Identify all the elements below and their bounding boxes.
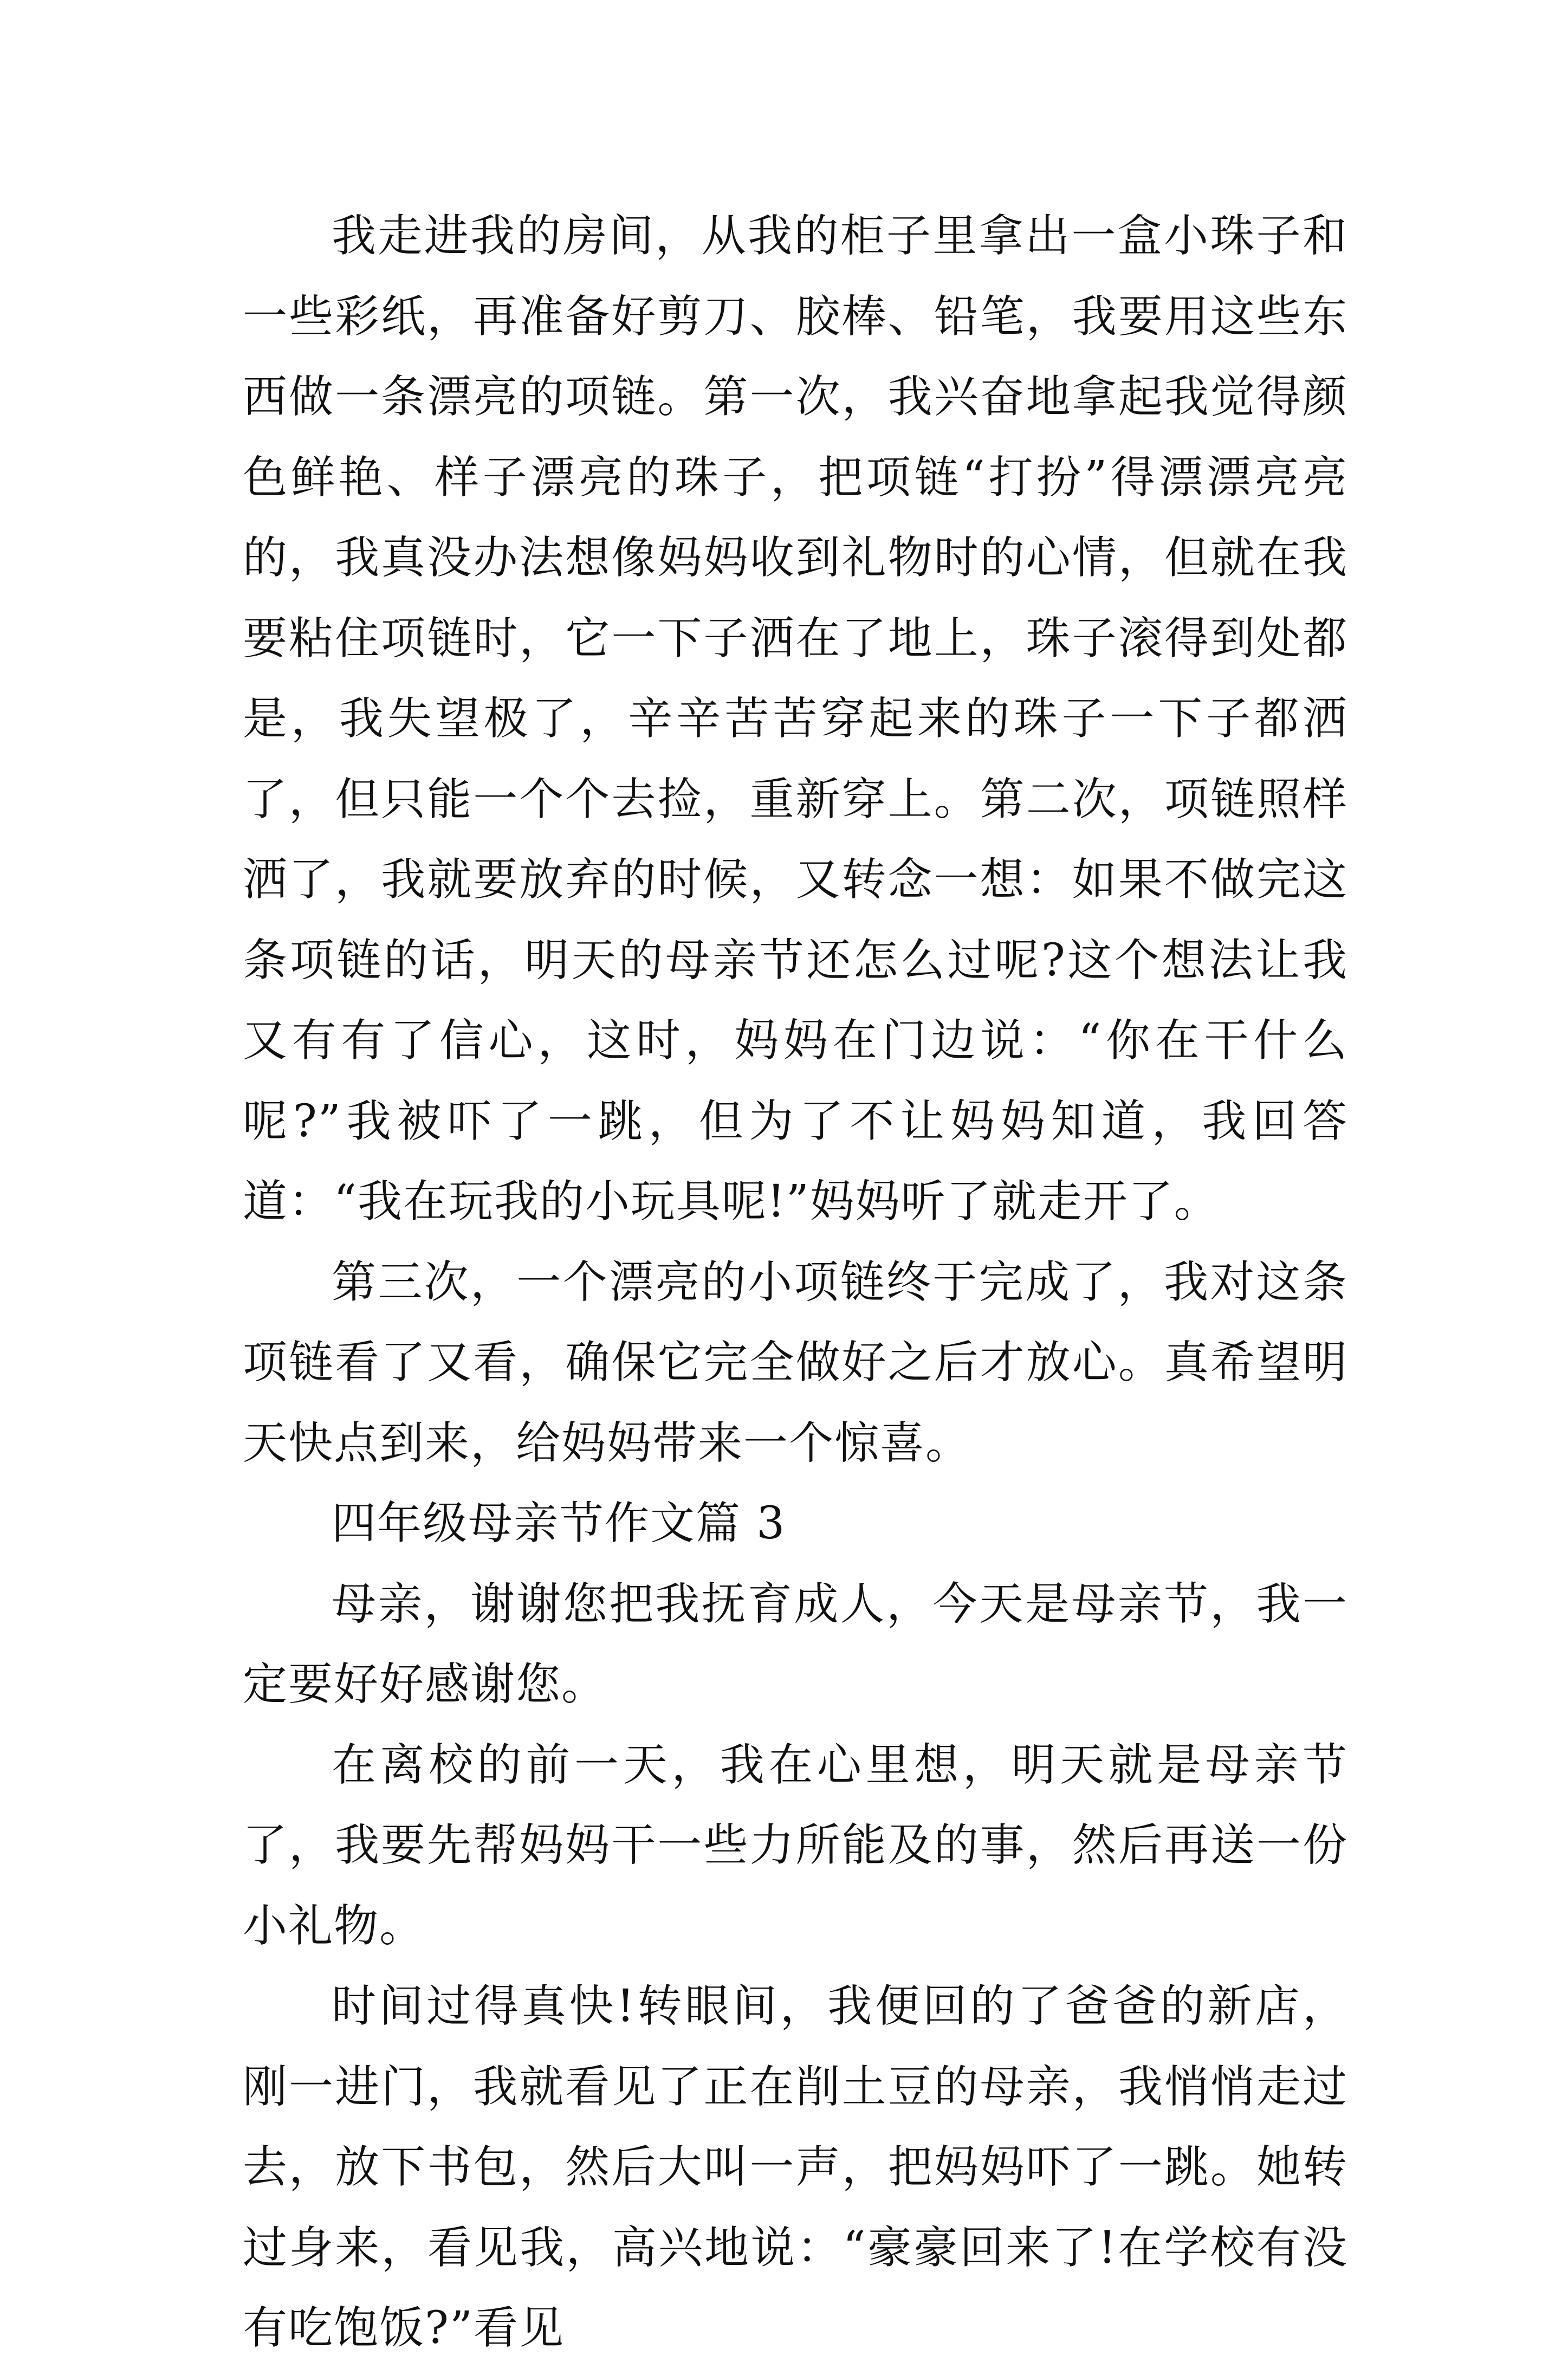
essay-heading: 四年级母亲节作文篇 3 bbox=[332, 1498, 786, 1549]
paragraph-thank-mother: 母亲，谢谢您把我抚育成人，今天是母亲节，我一定要好好感谢您。 bbox=[243, 1578, 1348, 1710]
paragraph-day-before: 在离校的前一天，我在心里想，明天就是母亲节了，我要先帮妈妈干一些力所能及的事，然后再送一份小礼物。 bbox=[243, 1739, 1348, 1952]
paragraph-coming-home: 时间过得真快!转眼间，我便回的了爸爸的新店，刚一进门，我就看见了正在削土豆的母亲，我悄悄走过去，放下书包，然后大叫一声，把妈妈吓了一跳。她转过身来，看见我，高兴地说：“豪豪回来了!在学校有没有吃饱饭?”看见 bbox=[243, 1980, 1348, 2354]
paragraph-third-attempt: 第三次，一个漂亮的小项链终于完成了，我对这条项链看了又看，确保它完全做好之后才放心。真希望明天快点到来，给妈妈带来一个惊喜。 bbox=[243, 1256, 1348, 1469]
essay-body bbox=[243, 196, 1348, 2369]
paragraph-making-necklace: 我走进我的房间，从我的柜子里拿出一盒小珠子和一些彩纸，再准备好剪刀、胶棒、铅笔，我要用这些东西做一条漂亮的项链。第一次，我兴奋地拿起我觉得颜色鲜艳、样子漂亮的珠子，把项链“打扮”得漂漂亮亮的，我真没办法想像妈妈收到礼物时的心情，但就在我要粘住项链时，它一下子洒在了地上，珠子滚得到处都是，我失望极了，辛辛苦苦穿起来的珠子一下子都洒了，但只能一个个去捡，重新穿上。第二次，项链照样洒了，我就要放弃的时候，又转念一想：如果不做完这条项链的话，明天的母亲节还怎么过呢?这个想法让我又有有了信心，这时，妈妈在门边说：“你在干什么呢?”我被吓了一跳，但为了不让妈妈知道，我回答道：“我在玩我的小玩具呢!”妈妈听了就走开了。 bbox=[243, 210, 1348, 1227]
